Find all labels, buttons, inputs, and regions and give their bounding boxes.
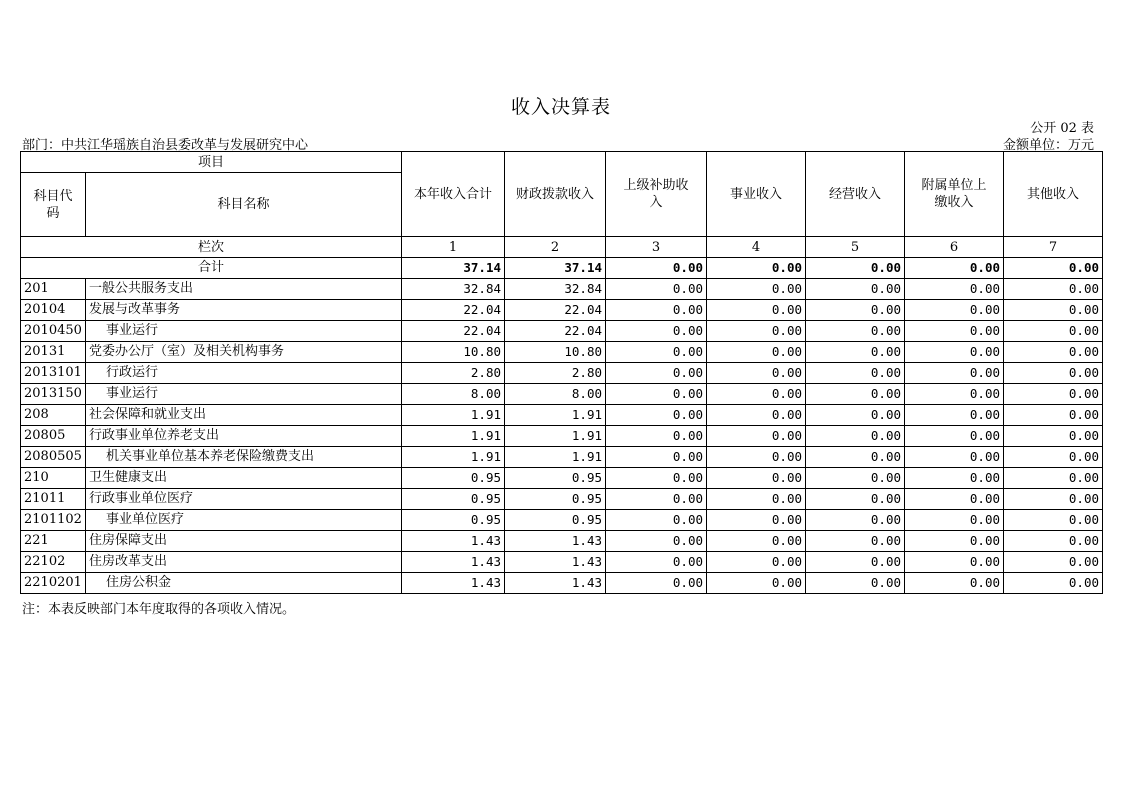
amount-cell: 1.91 [505, 405, 606, 426]
total-row [21, 258, 1103, 279]
amount-cell: 2.80 [402, 363, 505, 384]
table-row [21, 426, 1103, 447]
subject-code: 201 [21, 279, 86, 300]
table-row [21, 573, 1103, 594]
amount-cell: 0.00 [707, 510, 806, 531]
amount-cell: 32.84 [505, 279, 606, 300]
amount-cell: 0.00 [905, 468, 1004, 489]
amount-cell: 0.00 [606, 489, 707, 510]
amount-cell: 0.00 [707, 468, 806, 489]
amount-cell: 0.00 [1004, 531, 1103, 552]
amount-cell: 0.95 [505, 489, 606, 510]
amount-cell: 1.43 [402, 531, 505, 552]
header-col-label: 栏次 [21, 237, 402, 258]
header-col-6: 附属单位上缴收入 [905, 152, 1004, 237]
table-row [21, 531, 1103, 552]
amount-cell: 0.00 [806, 384, 905, 405]
total-value: 0.00 [606, 258, 707, 279]
page-title: 收入决算表 [510, 96, 611, 118]
amount-cell: 0.00 [707, 489, 806, 510]
amount-cell: 0.95 [402, 510, 505, 531]
amount-cell: 0.00 [707, 279, 806, 300]
subject-name: 卫生健康支出 [86, 468, 402, 489]
amount-cell: 0.00 [606, 552, 707, 573]
amount-cell: 1.91 [402, 405, 505, 426]
amount-cell: 0.00 [707, 405, 806, 426]
subject-code: 22102 [21, 552, 86, 573]
col-number: 4 [707, 237, 806, 258]
amount-cell: 0.00 [707, 321, 806, 342]
amount-cell: 0.00 [905, 384, 1004, 405]
subject-code: 208 [21, 405, 86, 426]
amount-cell: 0.00 [707, 300, 806, 321]
amount-cell: 0.00 [707, 447, 806, 468]
amount-cell: 0.95 [505, 468, 606, 489]
subject-name: 行政事业单位医疗 [86, 489, 402, 510]
amount-cell: 10.80 [402, 342, 505, 363]
table-row [21, 279, 1103, 300]
amount-cell: 0.00 [905, 447, 1004, 468]
subject-name: 一般公共服务支出 [86, 279, 402, 300]
amount-cell: 0.00 [606, 573, 707, 594]
amount-cell: 0.00 [806, 489, 905, 510]
header-col-2: 财政拨款收入 [505, 152, 606, 237]
amount-cell: 0.00 [806, 552, 905, 573]
total-value: 0.00 [905, 258, 1004, 279]
subject-code: 2210201 [21, 573, 86, 594]
amount-cell: 0.00 [707, 384, 806, 405]
amount-cell: 32.84 [402, 279, 505, 300]
amount-cell: 8.00 [505, 384, 606, 405]
amount-cell: 1.91 [402, 447, 505, 468]
table-row [21, 384, 1103, 405]
amount-cell: 0.00 [806, 531, 905, 552]
amount-cell: 0.95 [402, 489, 505, 510]
amount-cell: 0.00 [1004, 300, 1103, 321]
subject-name: 住房改革支出 [86, 552, 402, 573]
amount-cell: 0.00 [1004, 489, 1103, 510]
amount-cell: 0.00 [806, 279, 905, 300]
subject-name: 行政事业单位养老支出 [86, 426, 402, 447]
subject-code: 21011 [21, 489, 86, 510]
table-row [21, 363, 1103, 384]
amount-cell: 8.00 [402, 384, 505, 405]
table-row [21, 510, 1103, 531]
amount-cell: 0.00 [606, 531, 707, 552]
amount-cell: 0.00 [606, 321, 707, 342]
subject-code: 2010450 [21, 321, 86, 342]
table-row [21, 300, 1103, 321]
amount-cell: 22.04 [402, 300, 505, 321]
subject-name: 事业运行 [86, 321, 402, 342]
amount-cell: 0.00 [905, 342, 1004, 363]
total-label: 合计 [21, 258, 402, 279]
header-col-3: 上级补助收入 [606, 152, 707, 237]
amount-cell: 1.43 [505, 573, 606, 594]
total-value: 37.14 [402, 258, 505, 279]
subject-name: 党委办公厅（室）及相关机构事务 [86, 342, 402, 363]
subject-name: 住房保障支出 [86, 531, 402, 552]
amount-cell: 22.04 [505, 321, 606, 342]
col-number: 2 [505, 237, 606, 258]
amount-cell: 1.91 [505, 447, 606, 468]
table-row [21, 405, 1103, 426]
table-row [21, 489, 1103, 510]
amount-cell: 1.43 [402, 573, 505, 594]
amount-cell: 0.00 [806, 447, 905, 468]
subject-name: 发展与改革事务 [86, 300, 402, 321]
subject-code: 20131 [21, 342, 86, 363]
table-row [21, 447, 1103, 468]
amount-cell: 0.00 [806, 300, 905, 321]
amount-cell: 0.00 [806, 342, 905, 363]
amount-cell: 0.00 [905, 279, 1004, 300]
amount-cell: 1.43 [505, 531, 606, 552]
subject-code: 2013101 [21, 363, 86, 384]
amount-cell: 10.80 [505, 342, 606, 363]
amount-cell: 0.00 [606, 384, 707, 405]
table-row [21, 468, 1103, 489]
subject-code: 20805 [21, 426, 86, 447]
col-number: 1 [402, 237, 505, 258]
amount-cell: 0.00 [905, 531, 1004, 552]
amount-cell: 0.00 [806, 405, 905, 426]
income-table [20, 151, 1103, 594]
amount-cell: 0.00 [905, 300, 1004, 321]
amount-cell: 0.00 [606, 510, 707, 531]
amount-cell: 0.00 [606, 468, 707, 489]
amount-cell: 0.00 [1004, 279, 1103, 300]
department-label: 部门：中共江华瑶族自治县委改革与发展研究中心 [22, 138, 309, 153]
header-col-1: 本年收入合计 [402, 152, 505, 237]
table-row [21, 552, 1103, 573]
amount-cell: 0.00 [707, 552, 806, 573]
total-value: 37.14 [505, 258, 606, 279]
amount-cell: 0.00 [606, 447, 707, 468]
amount-cell: 1.91 [402, 426, 505, 447]
amount-unit-label: 金额单位：万元 [1002, 138, 1094, 153]
col-number: 7 [1004, 237, 1103, 258]
amount-cell: 0.00 [606, 405, 707, 426]
amount-cell: 1.43 [505, 552, 606, 573]
amount-cell: 0.00 [1004, 384, 1103, 405]
amount-cell: 0.95 [505, 510, 606, 531]
amount-cell: 0.00 [905, 426, 1004, 447]
subject-code: 210 [21, 468, 86, 489]
header-col-5: 经营收入 [806, 152, 905, 237]
subject-name: 事业单位医疗 [86, 510, 402, 531]
col-number: 5 [806, 237, 905, 258]
amount-cell: 0.00 [1004, 573, 1103, 594]
total-value: 0.00 [707, 258, 806, 279]
amount-cell: 0.00 [806, 468, 905, 489]
col-number: 6 [905, 237, 1004, 258]
subject-name: 住房公积金 [86, 573, 402, 594]
col-number: 3 [606, 237, 707, 258]
amount-cell: 0.00 [1004, 552, 1103, 573]
subject-name: 机关事业单位基本养老保险缴费支出 [86, 447, 402, 468]
amount-cell: 0.00 [905, 321, 1004, 342]
total-value: 0.00 [1004, 258, 1103, 279]
amount-cell: 1.43 [402, 552, 505, 573]
amount-cell: 1.91 [505, 426, 606, 447]
amount-cell: 2.80 [505, 363, 606, 384]
amount-cell: 0.00 [806, 321, 905, 342]
amount-cell: 0.00 [606, 279, 707, 300]
amount-cell: 0.00 [707, 531, 806, 552]
subject-code: 20104 [21, 300, 86, 321]
amount-cell: 0.00 [606, 363, 707, 384]
amount-cell: 0.00 [806, 573, 905, 594]
footnote: 注：本表反映部门本年度取得的各项收入情况。 [22, 602, 296, 617]
header-col-7: 其他收入 [1004, 152, 1103, 237]
header-item: 项目 [21, 152, 402, 173]
subject-code: 2013150 [21, 384, 86, 405]
amount-cell: 0.00 [1004, 447, 1103, 468]
amount-cell: 0.00 [707, 363, 806, 384]
amount-cell: 0.00 [1004, 405, 1103, 426]
amount-cell: 0.00 [707, 573, 806, 594]
form-number: 公开 02 表 [1030, 121, 1094, 136]
amount-cell: 0.00 [606, 300, 707, 321]
amount-cell: 0.00 [905, 510, 1004, 531]
subject-name: 事业运行 [86, 384, 402, 405]
table-row [21, 342, 1103, 363]
amount-cell: 0.00 [606, 426, 707, 447]
table-row [21, 321, 1103, 342]
amount-cell: 22.04 [402, 321, 505, 342]
amount-cell: 0.00 [806, 363, 905, 384]
subject-code: 2080505 [21, 447, 86, 468]
amount-cell: 0.00 [1004, 468, 1103, 489]
header-name: 科目名称 [86, 173, 402, 237]
subject-code: 221 [21, 531, 86, 552]
amount-cell: 0.00 [1004, 363, 1103, 384]
amount-cell: 0.00 [707, 342, 806, 363]
amount-cell: 0.00 [1004, 426, 1103, 447]
amount-cell: 0.00 [905, 489, 1004, 510]
amount-cell: 0.00 [806, 426, 905, 447]
amount-cell: 0.00 [606, 342, 707, 363]
amount-cell: 0.00 [905, 552, 1004, 573]
amount-cell: 0.00 [1004, 321, 1103, 342]
amount-cell: 0.00 [1004, 342, 1103, 363]
subject-name: 行政运行 [86, 363, 402, 384]
amount-cell: 0.00 [905, 405, 1004, 426]
total-value: 0.00 [806, 258, 905, 279]
header-col-4: 事业收入 [707, 152, 806, 237]
header-code: 科目代码 [21, 173, 86, 237]
subject-code: 2101102 [21, 510, 86, 531]
subject-name: 社会保障和就业支出 [86, 405, 402, 426]
amount-cell: 0.00 [806, 510, 905, 531]
amount-cell: 0.00 [905, 363, 1004, 384]
amount-cell: 0.00 [1004, 510, 1103, 531]
amount-cell: 22.04 [505, 300, 606, 321]
amount-cell: 0.00 [905, 573, 1004, 594]
amount-cell: 0.95 [402, 468, 505, 489]
amount-cell: 0.00 [707, 426, 806, 447]
